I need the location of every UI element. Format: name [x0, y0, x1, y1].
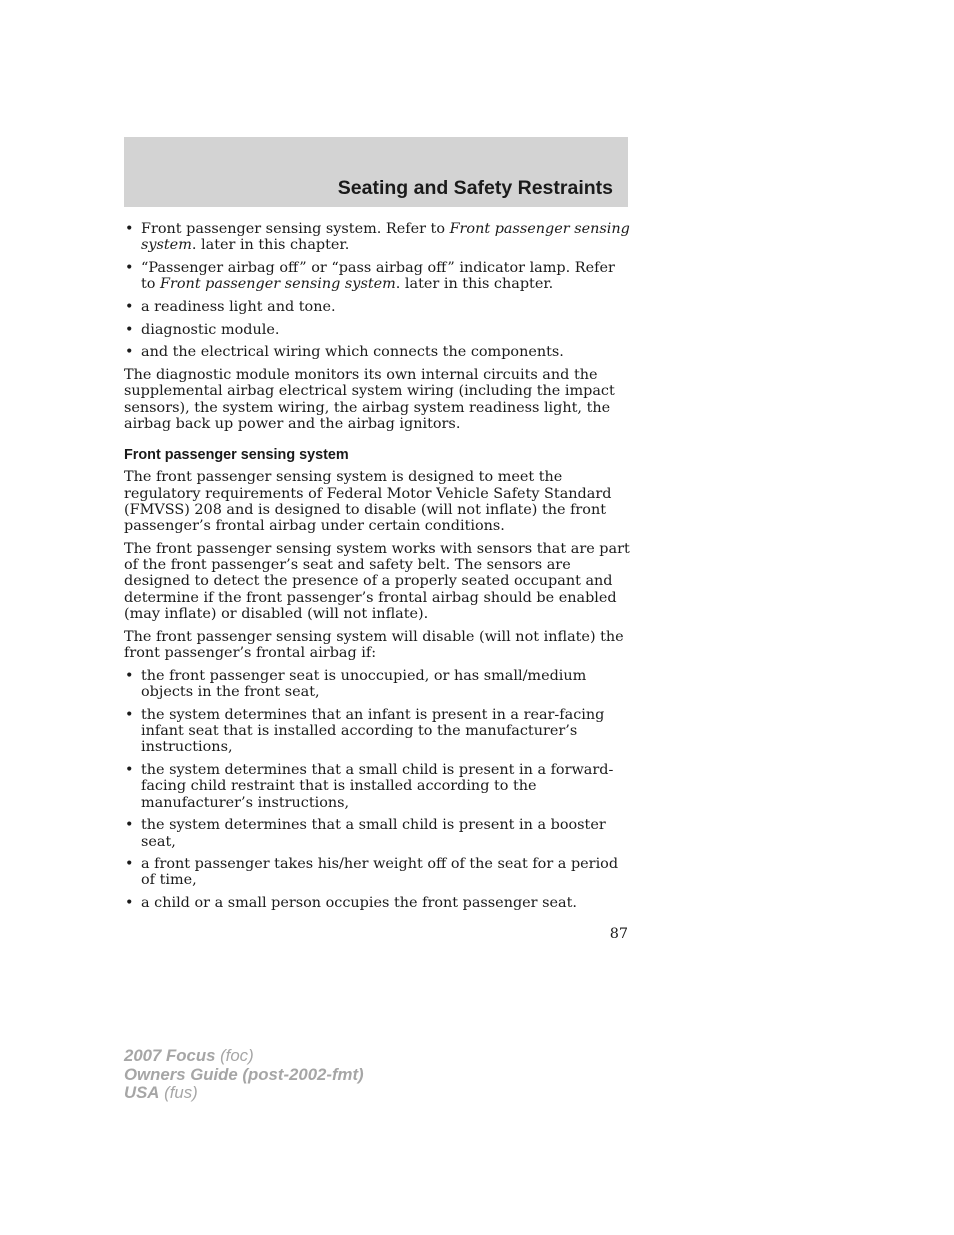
paragraph-disable-conditions: The front passenger sensing system will disable (will not inflate) the front passenger’s frontal airbag if: — [124, 628, 624, 661]
list-item: • Front passenger sensing system. Refer to Front passenger sensing system. later in this chapter. — [124, 221, 630, 254]
cross-reference: Front passenger sensing system — [141, 221, 630, 254]
document-footer — [124, 1047, 364, 1103]
list-item: • “Passenger airbag off” or “pass airbag off” indicator lamp. Refer to Front passenger sensing system. later in this chapter. — [124, 260, 630, 293]
chapter-title: Seating and Safety Restraints — [337, 177, 613, 199]
footer-line-model: 2007 Focus (foc) — [124, 1046, 254, 1065]
components-list — [124, 221, 630, 361]
list-item: • the front passenger seat is unoccupied, or has small/medium objects in the front seat, — [124, 668, 630, 701]
list-item: • diagnostic module. — [124, 322, 630, 338]
paragraph-fmvss: The front passenger sensing system is designed to meet the regulatory requirements of Federal Motor Vehicle Safety Standard (FMVSS) 208 and is designed to disable (will not inflate) the front passenger’s frontal airbag under certain conditions. — [124, 469, 612, 535]
footer-line-market: USA (fus) — [124, 1083, 198, 1103]
page-content — [124, 221, 630, 918]
paragraph-sensors: The front passenger sensing system works with sensors that are part of the front passenger’s seat and safety belt. The sensors are designed to detect the presence of a properly seated occupant and determine if the front passenger’s frontal airbag should be enabled (may inflate) or disabled (will not inflate). — [124, 540, 630, 622]
page-number: 87 — [609, 926, 628, 942]
list-item: • the system determines that an infant is present in a rear-facing infant seat that is installed according to the manufacturer’s instructions, — [124, 707, 630, 756]
footer-line-guide: Owners Guide (post-2002-fmt) — [124, 1064, 364, 1084]
list-item: • the system determines that a small child is present in a booster seat, — [124, 817, 630, 850]
list-item: • a child or a small person occupies the front passenger seat. — [124, 895, 630, 911]
list-item: • a front passenger takes his/her weight off of the seat for a period of time, — [124, 856, 630, 889]
section-heading: Front passenger sensing system — [124, 447, 349, 464]
chapter-header-band — [124, 137, 628, 207]
list-item: • the system determines that a small child is present in a forward-facing child restraint that is installed according to the manufacturer’s instructions, — [124, 762, 630, 811]
list-item: • a readiness light and tone. — [124, 299, 630, 315]
paragraph-diagnostic-module: The diagnostic module monitors its own internal circuits and the supplemental airbag electrical system wiring (including the impact sensors), the system wiring, the airbag system readiness light, the airbag back up power and the airbag ignitors. — [124, 367, 615, 432]
list-item: • and the electrical wiring which connects the components. — [124, 344, 630, 360]
disable-conditions-list — [124, 668, 630, 912]
cross-reference: Front passenger sensing system — [160, 276, 396, 293]
